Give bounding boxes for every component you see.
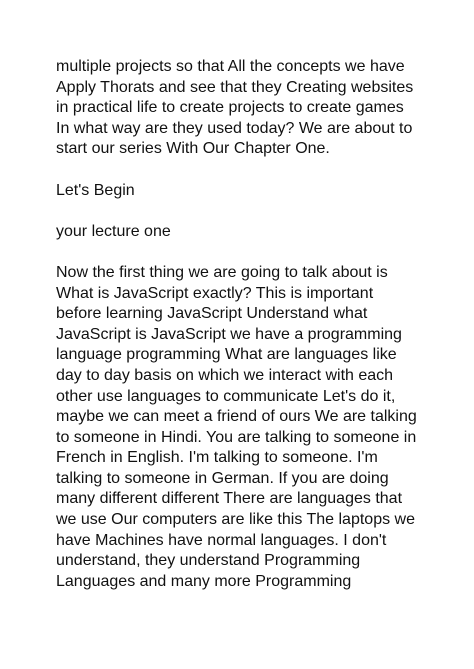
paragraph-lecture-one: your lecture one xyxy=(56,222,171,240)
paragraph-lets-begin: Let's Begin xyxy=(56,181,135,199)
paragraph-intro: multiple projects so that All the concepts we have Apply Thorats and see that they Creating websites in practical life to create projects to create games In what way are they used today? We are about to start our series With Our Chapter One. xyxy=(56,58,414,158)
paragraph-javascript-explanation: Now the first thing we are going to talk about is What is JavaScript exactly? This is important before learning JavaScript Understand what JavaScript is JavaScript we have a programming language programming What are languages like day to day basis on which we interact with each other use languages to communicate Let's do it, maybe we can meet a friend of ours We are talking to someone in Hindi. You are talking to someone in French in English. I'm talking to someone. I'm talking to someone in German. If you are doing many different different There are languages that we use Our computers are like this The laptops we have Machines have normal languages. I don't understand, they understand Programming Languages and many more Programming xyxy=(56,263,417,590)
